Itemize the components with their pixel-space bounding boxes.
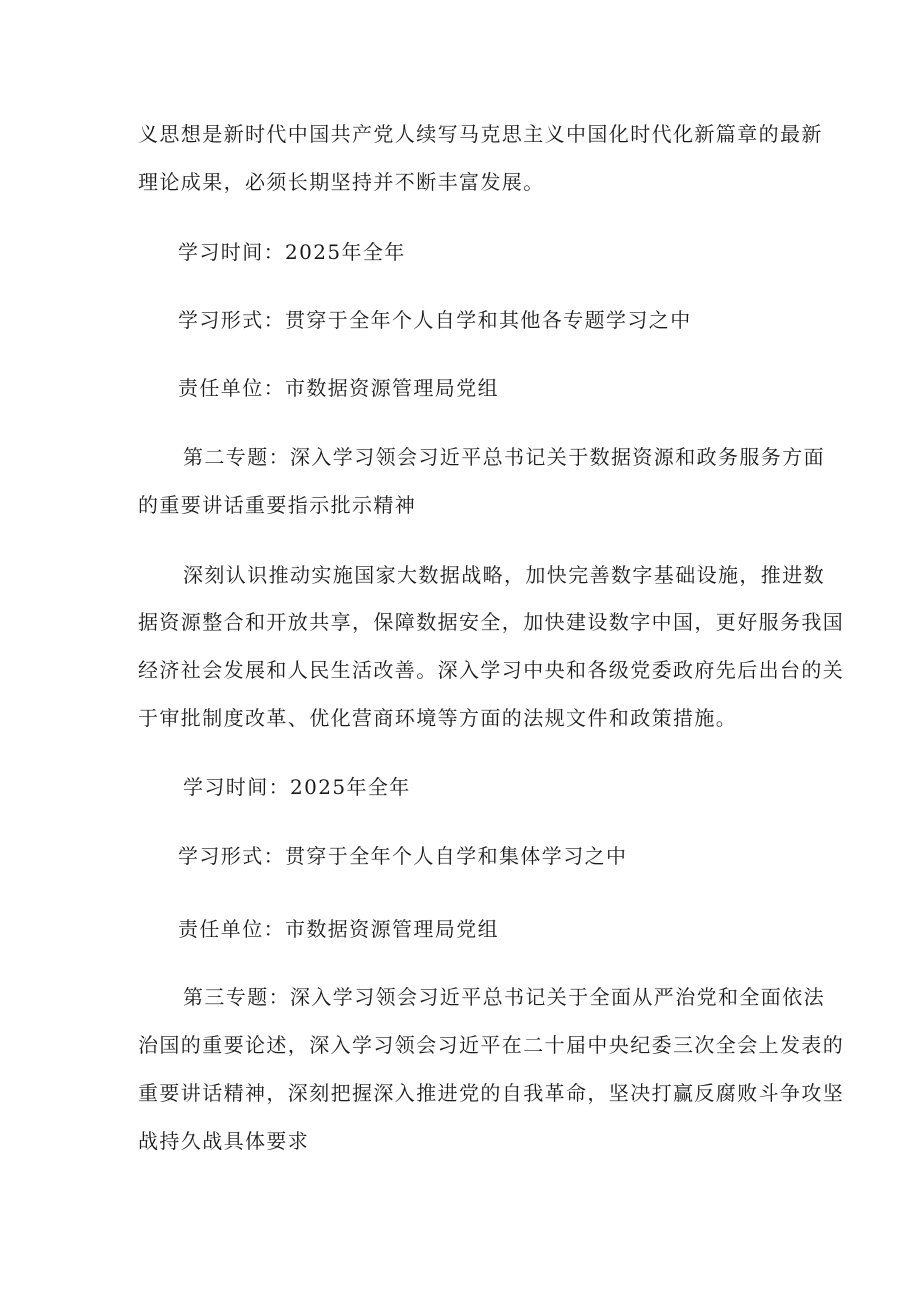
topic3-heading-line-2: 治国的重要论述，深入学习领会习近平在二十届中央纪委三次全会上发表的: [138, 1033, 845, 1057]
intro-line-2: 理论成果，必须长期坚持并不断丰富发展。: [138, 170, 545, 194]
topic2-body-line-3: 经济社会发展和人民生活改善。深入学习中央和各级党委政府先后出台的关: [138, 658, 845, 682]
topic2-study-time: 学习时间：2025年全年: [183, 775, 411, 799]
intro-line-1: 义思想是新时代中国共产党人续写马克思主义中国化时代化新篇章的最新: [138, 122, 823, 146]
section1-study-time: 学习时间：2025年全年: [178, 240, 406, 264]
section1-responsible-unit: 责任单位：市数据资源管理局党组: [178, 376, 499, 400]
topic2-body-line-2: 据资源整合和开放共享，保障数据安全，加快建设数字中国，更好服务我国: [138, 610, 845, 634]
topic2-heading-line-2: 的重要讲话重要指示批示精神: [138, 493, 417, 517]
topic2-study-form: 学习形式：贯穿于全年个人自学和集体学习之中: [178, 844, 628, 868]
topic2-responsible-unit: 责任单位：市数据资源管理局党组: [178, 917, 499, 941]
section1-study-form: 学习形式：贯穿于全年个人自学和其他各专题学习之中: [178, 308, 692, 332]
topic2-heading-line-1: 第二专题：深入学习领会习近平总书记关于数据资源和政务服务方面: [183, 445, 825, 469]
topic3-heading-line-3: 重要讲话精神，深刻把握深入推进党的自我革命，坚决打赢反腐败斗争攻坚: [138, 1081, 845, 1105]
topic3-heading-line-4: 战持久战具体要求: [138, 1129, 310, 1153]
topic2-body-line-4: 于审批制度改革、优化营商环境等方面的法规文件和政策措施。: [138, 706, 738, 730]
topic2-body-line-1: 深刻认识推动实施国家大数据战略，加快完善数字基础设施，推进数: [183, 563, 825, 587]
topic3-heading-line-1: 第三专题：深入学习领会习近平总书记关于全面从严治党和全面依法: [183, 985, 825, 1009]
